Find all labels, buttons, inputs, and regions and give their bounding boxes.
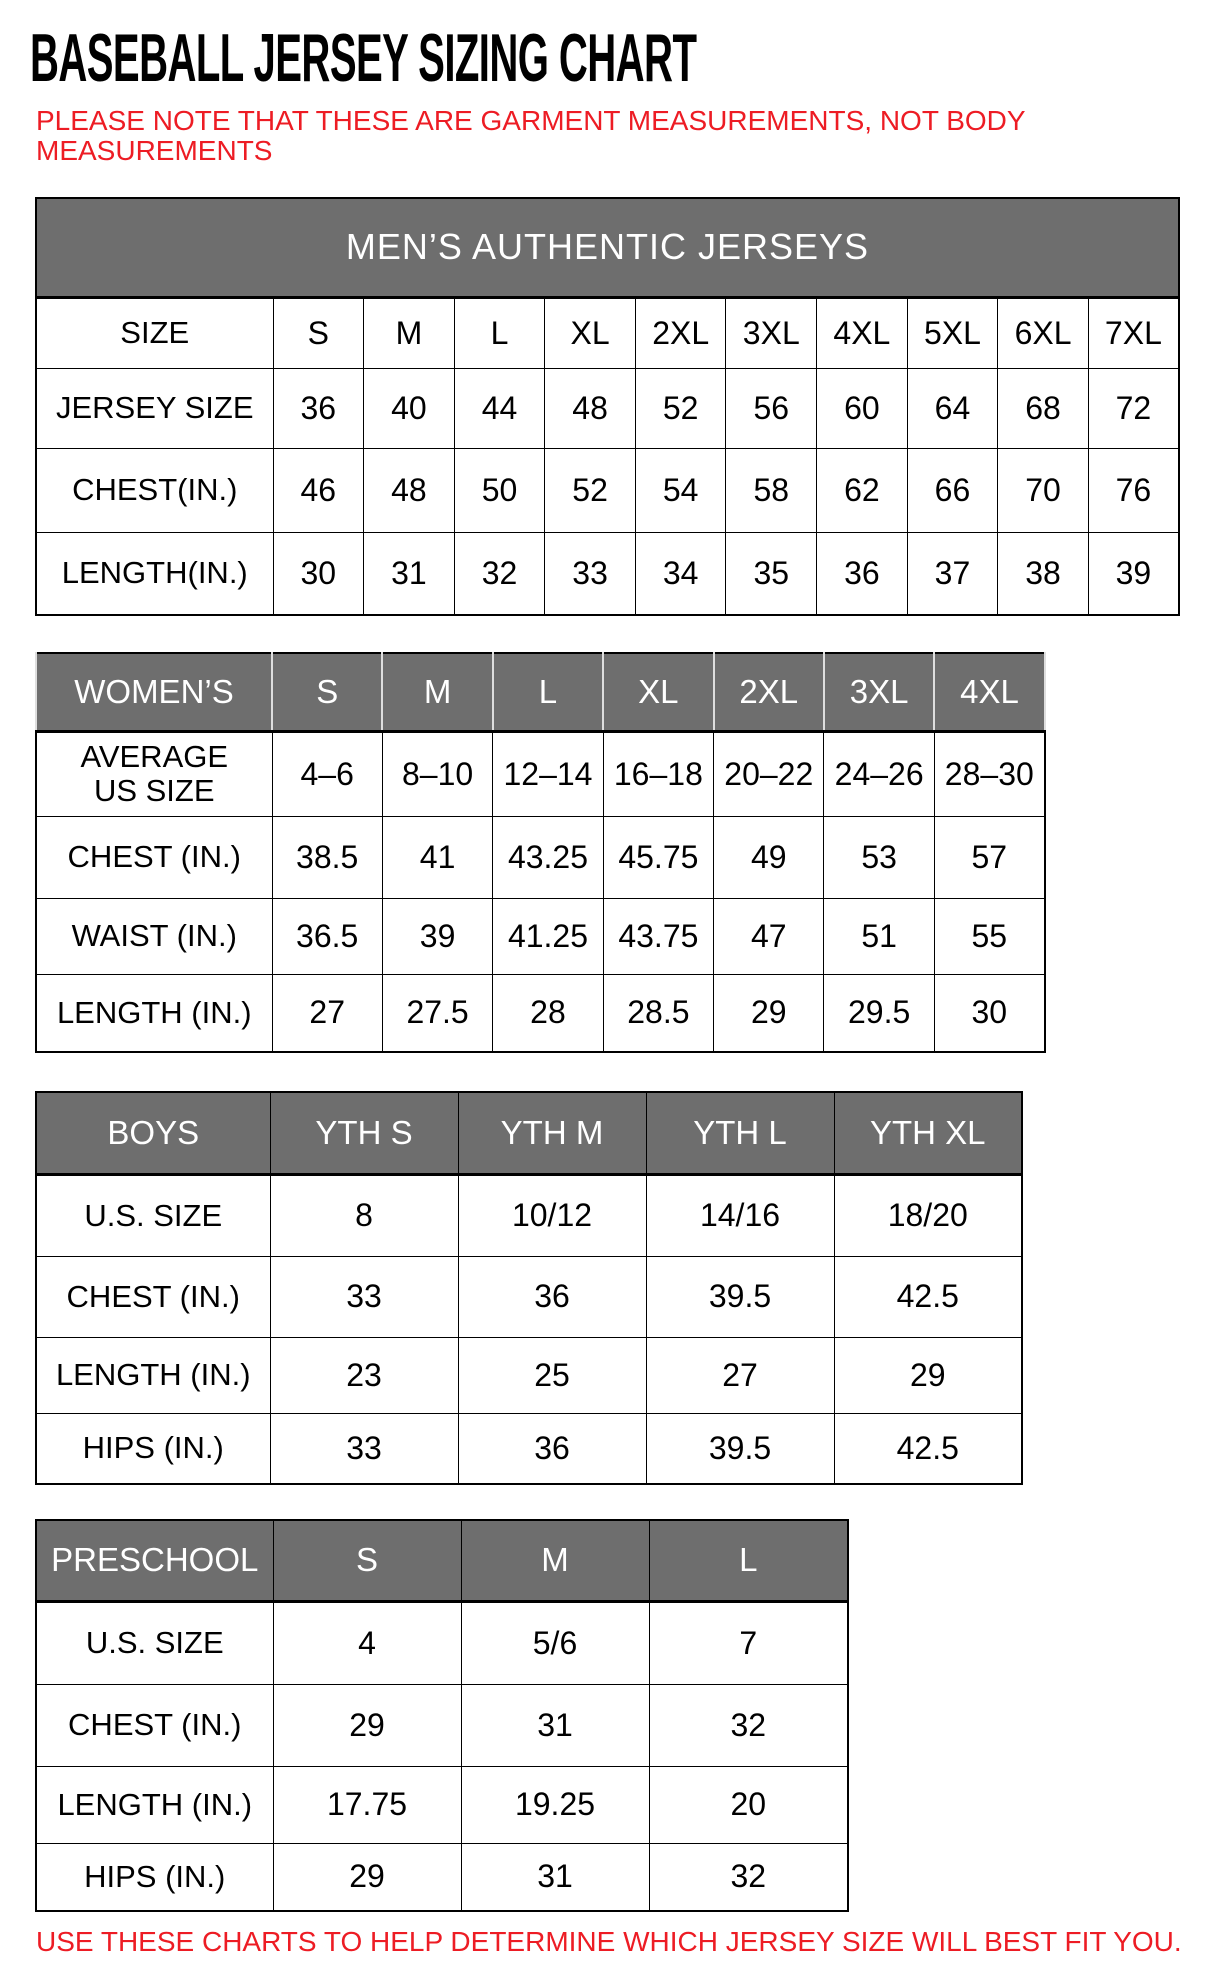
- size-cell: 5XL: [907, 297, 998, 368]
- row-label: CHEST (IN.): [36, 1256, 270, 1337]
- value-cell: 23: [270, 1337, 458, 1413]
- size-header-cell: YTH XL: [834, 1092, 1022, 1174]
- value-cell: 45.75: [603, 816, 713, 898]
- row-label: LENGTH (IN.): [36, 974, 272, 1052]
- value-cell: 20: [649, 1766, 848, 1843]
- value-cell: 52: [635, 368, 726, 448]
- note-line-1: PLEASE NOTE THAT THESE ARE GARMENT MEASUREMENTS, NOT BODY: [36, 105, 1026, 136]
- value-cell: 62: [817, 448, 908, 532]
- size-header-cell: L: [649, 1520, 848, 1601]
- size-header-cell: 2XL: [714, 653, 824, 731]
- row-label: U.S. SIZE: [36, 1601, 273, 1684]
- fit-advice-note: USE THESE CHARTS TO HELP DETERMINE WHICH JERSEY SIZE WILL BEST FIT YOU.: [36, 1926, 1182, 1957]
- row-label: SIZE: [36, 297, 273, 368]
- value-cell: 29: [273, 1684, 461, 1766]
- preschool-sizing-table: [35, 1519, 849, 1912]
- row-label: CHEST (IN.): [36, 816, 272, 898]
- value-cell: 5/6: [461, 1601, 649, 1684]
- value-cell: 50: [454, 448, 545, 532]
- value-cell: 27: [272, 974, 382, 1052]
- value-cell: 44: [454, 368, 545, 448]
- value-cell: 42.5: [834, 1413, 1022, 1484]
- size-cell: L: [454, 297, 545, 368]
- value-cell: 29: [714, 974, 824, 1052]
- value-cell: 31: [461, 1843, 649, 1911]
- size-header-cell: S: [272, 653, 382, 731]
- size-cell: S: [273, 297, 364, 368]
- note-line-2: MEASUREMENTS: [36, 135, 273, 166]
- value-cell: 56: [726, 368, 817, 448]
- size-header-cell: YTH S: [270, 1092, 458, 1174]
- value-cell: 19.25: [461, 1766, 649, 1843]
- mens-sizing-table: [35, 197, 1180, 616]
- value-cell: 39.5: [646, 1256, 834, 1337]
- value-cell: 31: [461, 1684, 649, 1766]
- value-cell: 33: [270, 1256, 458, 1337]
- row-label: CHEST(IN.): [36, 448, 273, 532]
- row-label: JERSEY SIZE: [36, 368, 273, 448]
- size-header-cell: XL: [603, 653, 713, 731]
- value-cell: 33: [270, 1413, 458, 1484]
- row-label: HIPS (IN.): [36, 1843, 273, 1911]
- value-cell: 55: [934, 898, 1044, 974]
- size-header-cell: L: [493, 653, 603, 731]
- value-cell: 28–30: [934, 731, 1044, 816]
- value-cell: 36.5: [272, 898, 382, 974]
- value-cell: 48: [364, 448, 455, 532]
- size-header-cell: YTH M: [458, 1092, 646, 1174]
- page-title: BASEBALL JERSEY SIZING CHART: [30, 20, 697, 96]
- value-cell: 60: [817, 368, 908, 448]
- value-cell: 27: [646, 1337, 834, 1413]
- value-cell: 41: [382, 816, 492, 898]
- value-cell: 35: [726, 532, 817, 615]
- value-cell: 72: [1088, 368, 1179, 448]
- value-cell: 48: [545, 368, 636, 448]
- value-cell: 31: [364, 532, 455, 615]
- womens-sizing-table: [35, 652, 1046, 1053]
- womens-table-title: WOMEN’S: [36, 653, 272, 731]
- value-cell: 54: [635, 448, 726, 532]
- row-label: WAIST (IN.): [36, 898, 272, 974]
- row-label: U.S. SIZE: [36, 1174, 270, 1256]
- value-cell: 51: [824, 898, 934, 974]
- size-header-cell: 3XL: [824, 653, 934, 731]
- value-cell: 7: [649, 1601, 848, 1684]
- value-cell: 28: [493, 974, 603, 1052]
- row-label-line1: AVERAGE: [80, 739, 229, 774]
- size-header-cell: M: [382, 653, 492, 731]
- value-cell: 8–10: [382, 731, 492, 816]
- value-cell: 42.5: [834, 1256, 1022, 1337]
- value-cell: 29: [834, 1337, 1022, 1413]
- value-cell: 25: [458, 1337, 646, 1413]
- value-cell: 29: [273, 1843, 461, 1911]
- value-cell: 27.5: [382, 974, 492, 1052]
- row-label: HIPS (IN.): [36, 1413, 270, 1484]
- value-cell: 36: [273, 368, 364, 448]
- value-cell: 30: [273, 532, 364, 615]
- value-cell: 30: [934, 974, 1044, 1052]
- boys-sizing-table: [35, 1091, 1023, 1485]
- size-cell: 2XL: [635, 297, 726, 368]
- row-label: LENGTH (IN.): [36, 1337, 270, 1413]
- value-cell: 14/16: [646, 1174, 834, 1256]
- value-cell: 58: [726, 448, 817, 532]
- value-cell: 20–22: [714, 731, 824, 816]
- size-cell: 7XL: [1088, 297, 1179, 368]
- size-cell: M: [364, 297, 455, 368]
- value-cell: 4–6: [272, 731, 382, 816]
- size-header-cell: M: [461, 1520, 649, 1601]
- value-cell: 36: [817, 532, 908, 615]
- value-cell: 4: [273, 1601, 461, 1684]
- size-cell: XL: [545, 297, 636, 368]
- garment-measurements-note: [36, 106, 1026, 166]
- size-header-cell: S: [273, 1520, 461, 1601]
- value-cell: 8: [270, 1174, 458, 1256]
- value-cell: 38: [998, 532, 1089, 615]
- value-cell: 36: [458, 1256, 646, 1337]
- size-cell: 6XL: [998, 297, 1089, 368]
- value-cell: 70: [998, 448, 1089, 532]
- value-cell: 43.75: [603, 898, 713, 974]
- mens-table-title: MEN’S AUTHENTIC JERSEYS: [36, 198, 1179, 297]
- value-cell: 37: [907, 532, 998, 615]
- value-cell: 57: [934, 816, 1044, 898]
- value-cell: 24–26: [824, 731, 934, 816]
- row-label: CHEST (IN.): [36, 1684, 273, 1766]
- value-cell: 33: [545, 532, 636, 615]
- size-header-cell: YTH L: [646, 1092, 834, 1174]
- value-cell: 29.5: [824, 974, 934, 1052]
- value-cell: 64: [907, 368, 998, 448]
- value-cell: 18/20: [834, 1174, 1022, 1256]
- value-cell: 36: [458, 1413, 646, 1484]
- boys-table-title: BOYS: [36, 1092, 270, 1174]
- value-cell: 40: [364, 368, 455, 448]
- value-cell: 47: [714, 898, 824, 974]
- value-cell: 10/12: [458, 1174, 646, 1256]
- value-cell: 28.5: [603, 974, 713, 1052]
- size-cell: 3XL: [726, 297, 817, 368]
- value-cell: 52: [545, 448, 636, 532]
- value-cell: 39.5: [646, 1413, 834, 1484]
- size-cell: 4XL: [817, 297, 908, 368]
- value-cell: 12–14: [493, 731, 603, 816]
- value-cell: 34: [635, 532, 726, 615]
- value-cell: 66: [907, 448, 998, 532]
- row-label-line2: US SIZE: [93, 773, 215, 808]
- value-cell: 39: [1088, 532, 1179, 615]
- value-cell: 76: [1088, 448, 1179, 532]
- value-cell: 53: [824, 816, 934, 898]
- value-cell: 49: [714, 816, 824, 898]
- size-header-cell: 4XL: [934, 653, 1044, 731]
- row-label: LENGTH (IN.): [36, 1766, 273, 1843]
- value-cell: 17.75: [273, 1766, 461, 1843]
- value-cell: 32: [649, 1684, 848, 1766]
- row-label: LENGTH(IN.): [36, 532, 273, 615]
- value-cell: 46: [273, 448, 364, 532]
- value-cell: 32: [454, 532, 545, 615]
- value-cell: 38.5: [272, 816, 382, 898]
- value-cell: 32: [649, 1843, 848, 1911]
- row-label: [36, 731, 272, 816]
- value-cell: 41.25: [493, 898, 603, 974]
- value-cell: 43.25: [493, 816, 603, 898]
- value-cell: 68: [998, 368, 1089, 448]
- value-cell: 39: [382, 898, 492, 974]
- value-cell: 16–18: [603, 731, 713, 816]
- preschool-table-title: PRESCHOOL: [36, 1520, 273, 1601]
